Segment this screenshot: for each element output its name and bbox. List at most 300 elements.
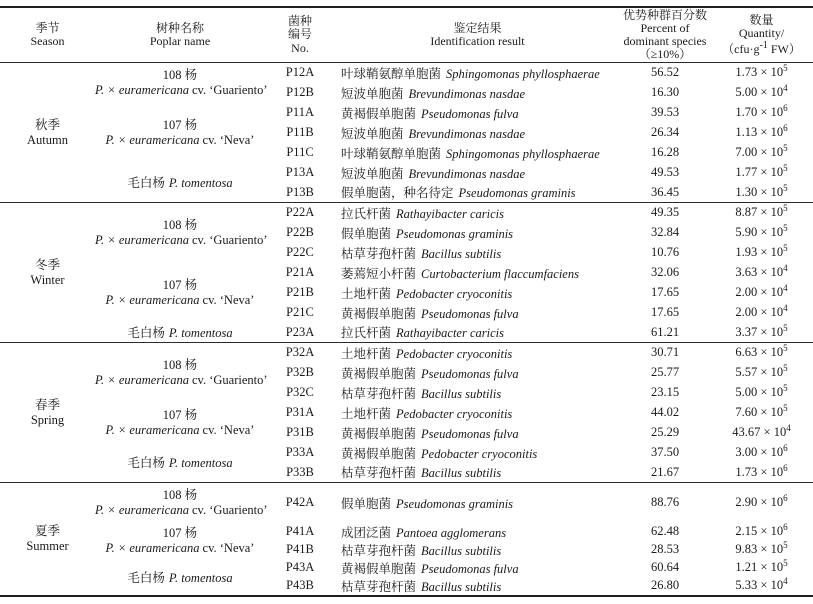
percent-cell: 17.65	[650, 285, 680, 299]
species-latin: Pedobacter cryoconitis	[421, 446, 538, 461]
species-latin: Bacillus subtilis	[421, 543, 502, 558]
col-header-percent	[620, 7, 710, 63]
strain-no-cell: P11C	[286, 145, 314, 159]
poplar-latin: P. × euramericana	[95, 372, 189, 387]
identification-cell	[335, 323, 620, 343]
identification-cell	[335, 541, 620, 559]
percent-cell: 10.76	[650, 245, 680, 259]
quantity-exponent: 4	[783, 82, 788, 93]
poplar-latin: P. tomentosa	[168, 176, 233, 191]
percent-cell: 61.21	[620, 323, 710, 343]
species-zh: 萎蔫短小杆菌	[341, 266, 417, 281]
quantity-cell	[710, 203, 813, 223]
species-latin: Brevundimonas nasdae	[408, 126, 526, 141]
identification-cell	[335, 103, 620, 123]
quantity-cell	[710, 383, 813, 403]
strain-no-cell: P33A	[285, 445, 315, 459]
percent-cell: 36.45	[620, 183, 710, 203]
header-ident-zh: 鉴定结果	[453, 20, 502, 35]
quantity-value: 5.90 × 10	[735, 225, 784, 239]
header-pct-en2: dominant species	[623, 34, 707, 48]
identification-cell	[335, 443, 620, 463]
species-zh: 枯草芽孢杆菌	[341, 386, 417, 401]
quantity-value: 3.37 × 10	[735, 324, 784, 339]
species-latin: Pseudomonas fulva	[421, 426, 519, 441]
species-latin: Pantoea agglomerans	[396, 525, 507, 540]
quantity-cell	[710, 423, 813, 443]
quantity-exponent: 6	[783, 493, 788, 504]
quantity-value: 1.30 × 10	[735, 184, 784, 199]
table-row	[0, 263, 813, 283]
season-cell	[0, 63, 95, 203]
strain-no-cell: P11B	[286, 125, 314, 139]
species-zh: 短波单胞菌	[341, 126, 404, 141]
header-qty-unit-exp: -1	[759, 40, 768, 52]
species-latin: Pseudomonas fulva	[421, 561, 519, 576]
strain-no-cell: P21A	[285, 265, 315, 279]
species-zh: 黄褐假单胞菌	[341, 306, 417, 321]
quantity-exponent: 5	[783, 182, 788, 193]
season-en: Autumn	[27, 132, 68, 147]
strain-no-cell: P31A	[285, 405, 315, 419]
poplar-cultivar: cv. ‘Neva’	[202, 132, 255, 147]
quantity-cell	[710, 343, 813, 363]
table-row	[0, 403, 813, 423]
quantity-value: 2.15 × 10	[735, 524, 784, 538]
quantity-cell	[710, 83, 813, 103]
percent-cell: 56.52	[650, 65, 680, 80]
quantity-exponent: 5	[783, 203, 788, 214]
quantity-exponent: 5	[783, 362, 788, 373]
species-zh: 土地杆菌	[341, 286, 392, 301]
quantity-cell	[710, 123, 813, 143]
header-poplar-en: Poplar name	[149, 34, 211, 48]
quantity-exponent: 6	[783, 442, 788, 453]
quantity-exponent: 5	[783, 539, 788, 550]
identification-cell	[335, 203, 620, 223]
percent-cell: 26.34	[650, 125, 680, 139]
quantity-exponent: 4	[783, 575, 788, 586]
strain-no-cell: P32B	[286, 365, 314, 379]
species-zh: 黄褐假单胞菌	[341, 426, 417, 441]
species-latin: Pseudomonas graminis	[458, 186, 576, 201]
strain-no-cell: P12B	[286, 85, 314, 99]
identification-cell	[335, 163, 620, 183]
quantity-cell	[710, 523, 813, 541]
species-latin: Pseudomonas fulva	[421, 366, 519, 381]
table-row	[0, 343, 813, 363]
strain-no-cell: P12A	[285, 65, 315, 80]
species-zh: 假单胞菌，种名待定	[341, 186, 454, 201]
identification-cell	[335, 423, 620, 443]
season-zh: 夏季	[34, 523, 60, 538]
poplar-cultivar: cv. ‘Guariento’	[191, 502, 268, 517]
paper-table	[0, 6, 813, 597]
col-header-identification	[335, 7, 620, 63]
percent-cell: 49.35	[650, 205, 680, 220]
quantity-value: 7.60 × 10	[735, 405, 784, 419]
percent-cell: 25.29	[650, 425, 680, 439]
quantity-exponent: 5	[783, 222, 788, 233]
species-zh: 拉氏杆菌	[341, 206, 392, 221]
identification-cell	[335, 283, 620, 303]
poplar-line1: 108 杨	[162, 357, 198, 372]
season-en: Spring	[30, 412, 65, 427]
quantity-cell	[710, 303, 813, 323]
table-row	[0, 483, 813, 523]
quantity-value: 8.87 × 10	[735, 205, 784, 220]
season-cell	[0, 203, 95, 343]
strain-no-cell: P43B	[286, 578, 314, 592]
season-en: Summer	[26, 538, 69, 553]
species-zh: 黄褐假单胞菌	[341, 366, 417, 381]
quantity-value: 1.73 × 10	[735, 464, 784, 479]
header-row	[0, 7, 813, 63]
percent-cell: 60.64	[650, 560, 680, 574]
quantity-cell	[710, 103, 813, 123]
quantity-cell	[710, 443, 813, 463]
quantity-value: 6.63 × 10	[735, 345, 784, 360]
poplar-latin: P. × euramericana	[105, 292, 200, 307]
identification-cell	[335, 343, 620, 363]
quantity-cell	[710, 223, 813, 243]
identification-cell	[335, 183, 620, 203]
species-zh: 叶球鞘氨醇单胞菌	[341, 66, 442, 81]
table-row	[0, 443, 813, 463]
species-latin: Bacillus subtilis	[421, 246, 502, 261]
poplar-zh: 毛白杨	[127, 456, 165, 471]
quantity-value: 1.21 × 10	[735, 560, 784, 574]
quantity-value: 1.13 × 10	[735, 125, 784, 139]
strain-no-cell: P43A	[285, 560, 315, 574]
poplar-zh: 毛白杨	[127, 570, 165, 585]
poplar-cell	[95, 63, 268, 103]
identification-cell	[335, 523, 620, 541]
identification-cell	[335, 123, 620, 143]
quantity-cell	[710, 363, 813, 383]
quantity-value: 5.57 × 10	[735, 365, 784, 379]
poplar-cell	[95, 323, 265, 343]
species-latin: Pseudomonas fulva	[421, 106, 519, 121]
quantity-cell	[710, 143, 813, 163]
header-poplar-zh: 树种名称	[155, 20, 204, 35]
strain-no-cell: P42A	[285, 495, 315, 510]
col-header-no	[265, 7, 335, 63]
poplar-line1: 107 杨	[162, 407, 198, 422]
species-latin: Bacillus subtilis	[421, 386, 502, 401]
season-zh: 春季	[34, 397, 60, 412]
quantity-cell	[710, 163, 813, 183]
species-latin: Sphingomonas phyllosphaerae	[446, 146, 600, 161]
poplar-cell	[95, 443, 265, 483]
quantity-exponent: 5	[783, 402, 788, 413]
identification-cell	[335, 463, 620, 483]
header-qty-zh: 数量	[749, 12, 774, 27]
poplar-latin: P. × euramericana	[95, 232, 189, 247]
strain-no-cell: P22B	[286, 225, 314, 239]
species-zh: 枯草芽孢杆菌	[341, 543, 417, 558]
percent-cell: 23.15	[650, 385, 680, 399]
species-zh: 成团泛菌	[341, 525, 392, 540]
species-latin: Pseudomonas fulva	[421, 306, 519, 321]
quantity-value: 3.00 × 10	[735, 445, 784, 459]
table-row	[0, 323, 813, 343]
percent-cell: 44.02	[650, 405, 680, 419]
poplar-zh: 毛白杨	[127, 326, 165, 341]
header-qty-en: Quantity/	[738, 25, 785, 40]
quantity-value: 9.83 × 10	[735, 542, 784, 556]
header-season-zh: 季节	[35, 20, 60, 35]
season-zh: 秋季	[34, 117, 60, 132]
quantity-exponent: 4	[786, 422, 791, 433]
identification-cell	[335, 223, 620, 243]
quantity-cell	[710, 283, 813, 303]
strain-no-cell: P22C	[286, 245, 314, 259]
identification-cell	[335, 143, 620, 163]
season-cell	[0, 483, 95, 596]
species-zh: 短波单胞菌	[341, 166, 404, 181]
species-zh: 土地杆菌	[341, 406, 392, 421]
header-ident-en: Identification result	[430, 34, 525, 48]
quantity-cell	[710, 63, 813, 83]
quantity-value: 2.00 × 10	[735, 285, 784, 299]
poplar-latin: P. × euramericana	[95, 82, 189, 97]
season-cell	[0, 343, 95, 483]
species-latin: Rathayibacter caricis	[396, 206, 504, 221]
percent-cell: 49.53	[650, 165, 680, 179]
quantity-exponent: 4	[783, 282, 788, 293]
quantity-exponent: 4	[783, 302, 788, 313]
header-pct-zh: 优势种群百分数	[622, 7, 707, 22]
species-zh: 枯草芽孢杆菌	[341, 579, 417, 594]
identification-cell	[335, 63, 620, 83]
strain-no-cell: P41A	[285, 524, 315, 538]
header-qty-unit: （$cfu\cdot g^{-1}$ FW）	[722, 40, 801, 57]
percent-cell: 16.30	[650, 85, 680, 99]
species-latin: Brevundimonas nasdae	[408, 166, 526, 181]
poplar-line1: 108 杨	[162, 217, 198, 232]
quantity-exponent: 4	[783, 262, 788, 273]
identification-cell	[335, 483, 620, 523]
quantity-value: 2.90 × 10	[735, 495, 784, 510]
season-zh: 冬季	[34, 257, 60, 272]
species-zh: 叶球鞘氨醇单胞菌	[341, 146, 442, 161]
table-row	[0, 559, 813, 577]
poplar-latin: P. tomentosa	[168, 326, 233, 341]
strain-no-cell: P31B	[286, 425, 314, 439]
percent-cell: 16.28	[650, 145, 680, 159]
species-zh: 拉氏杆菌	[341, 326, 392, 341]
species-zh: 短波单胞菌	[341, 86, 404, 101]
quantity-exponent: 6	[783, 521, 788, 532]
strain-no-cell: P13A	[285, 165, 315, 179]
quantity-cell	[710, 323, 813, 343]
identification-cell	[335, 263, 620, 283]
poplar-latin: P. × euramericana	[95, 502, 189, 517]
quantity-exponent: 5	[783, 242, 788, 253]
quantity-value: 5.00 × 10	[735, 385, 784, 399]
species-latin: Curtobacterium flaccumfaciens	[421, 266, 579, 281]
strain-no-cell: P32A	[285, 345, 315, 360]
species-latin: Brevundimonas nasdae	[408, 86, 526, 101]
poplar-cultivar: cv. ‘Guariento’	[191, 372, 268, 387]
quantity-value: 3.63 × 10	[735, 265, 784, 279]
species-zh: 枯草芽孢杆菌	[341, 466, 417, 481]
quantity-exponent: 5	[783, 322, 788, 333]
quantity-cell	[710, 263, 813, 283]
percent-cell: 37.50	[650, 445, 680, 459]
quantity-value: 5.33 × 10	[735, 578, 784, 592]
quantity-exponent: 5	[783, 382, 788, 393]
quantity-cell	[710, 577, 813, 596]
identification-cell	[335, 577, 620, 596]
identification-cell	[335, 243, 620, 263]
quantity-exponent: 5	[783, 142, 788, 153]
percent-cell: 28.53	[650, 542, 680, 556]
species-latin: Pedobacter cryoconitis	[396, 286, 513, 301]
quantity-exponent: 5	[783, 63, 788, 74]
species-latin: Pedobacter cryoconitis	[396, 346, 513, 361]
percent-cell: 32.84	[650, 225, 680, 239]
quantity-exponent: 5	[783, 162, 788, 173]
quantity-value: 7.00 × 10	[735, 145, 784, 159]
quantity-value: 2.00 × 10	[735, 305, 784, 319]
percent-cell: 17.65	[650, 305, 680, 319]
poplar-cell	[95, 559, 265, 596]
strain-no-cell: P41B	[286, 542, 314, 556]
poplar-cell	[95, 343, 268, 403]
poplar-cell	[95, 403, 265, 443]
species-latin: Pseudomonas graminis	[396, 226, 514, 241]
poplar-line1: 107 杨	[162, 525, 198, 540]
strain-no-cell: P33B	[265, 463, 335, 483]
percent-cell: 26.80	[650, 578, 680, 592]
percent-cell: 30.71	[650, 345, 680, 360]
strain-no-cell: P32C	[286, 385, 314, 399]
table-row	[0, 163, 813, 183]
poplar-cultivar: cv. ‘Neva’	[202, 422, 255, 437]
species-zh: 枯草芽孢杆菌	[341, 246, 417, 261]
species-zh: 黄褐假单胞菌	[341, 446, 417, 461]
header-no-zh1: 菌种	[287, 14, 312, 29]
poplar-latin: P. × euramericana	[105, 540, 200, 555]
identification-cell	[335, 383, 620, 403]
species-latin: Pseudomonas graminis	[396, 496, 514, 511]
quantity-exponent: 5	[783, 343, 788, 354]
poplar-cell	[95, 163, 265, 203]
table-row	[0, 203, 813, 223]
header-no-zh2: 编号	[287, 27, 312, 42]
quantity-exponent: 6	[783, 102, 788, 113]
species-zh: 土地杆菌	[341, 346, 392, 361]
quantity-value: 1.70 × 10	[735, 105, 784, 119]
percent-cell: 62.48	[650, 524, 680, 538]
species-latin: Pedobacter cryoconitis	[396, 406, 513, 421]
strain-no-cell: P22A	[285, 205, 315, 220]
quantity-cell	[710, 183, 813, 203]
poplar-latin: P. × euramericana	[105, 422, 200, 437]
poplar-line1: 108 杨	[162, 487, 198, 502]
identification-cell	[335, 363, 620, 383]
quantity-value: 43.67 × 10	[732, 425, 787, 439]
quantity-exponent: 6	[783, 462, 788, 473]
table-row	[0, 523, 813, 541]
species-latin: Sphingomonas phyllosphaerae	[446, 66, 600, 81]
poplar-cell	[95, 263, 265, 323]
season-en: Winter	[30, 272, 65, 287]
strain-no-cell: P11A	[285, 105, 314, 119]
poplar-latin: P. tomentosa	[168, 570, 233, 585]
identification-cell	[335, 403, 620, 423]
poplar-cell	[95, 103, 265, 163]
percent-cell: 25.77	[650, 365, 680, 379]
poplar-line1: 107 杨	[162, 277, 198, 292]
percent-cell: 21.67	[620, 463, 710, 483]
quantity-value: 1.93 × 10	[735, 245, 784, 259]
poplar-cell	[95, 523, 265, 559]
col-header-poplar	[95, 7, 265, 63]
quantity-cell	[710, 483, 813, 523]
species-zh: 黄褐假单胞菌	[341, 106, 417, 121]
percent-cell: 39.53	[650, 105, 680, 119]
quantity-exponent: 6	[783, 122, 788, 133]
col-header-quantity	[710, 7, 813, 63]
poplar-cultivar: cv. ‘Neva’	[202, 292, 255, 307]
species-latin: Bacillus subtilis	[421, 579, 502, 594]
poplar-cultivar: cv. ‘Guariento’	[191, 232, 268, 247]
poplar-cell	[95, 483, 268, 523]
species-latin: Bacillus subtilis	[421, 466, 502, 481]
poplar-cell	[95, 203, 268, 263]
strain-no-cell: P21B	[286, 285, 314, 299]
strain-no-cell: P21C	[286, 305, 314, 319]
species-zh: 假单胞菌	[341, 496, 392, 511]
header-no-en: No.	[291, 40, 309, 55]
quantity-cell	[710, 463, 813, 483]
poplar-cultivar: cv. ‘Guariento’	[191, 82, 268, 97]
quantity-cell	[710, 541, 813, 559]
quantity-value: 1.73 × 10	[735, 65, 784, 80]
poplar-line1: 108 杨	[162, 67, 198, 82]
quantity-exponent: 5	[783, 557, 788, 568]
species-latin: Rathayibacter caricis	[396, 326, 504, 341]
header-pct-en1: Percent of	[640, 20, 690, 35]
header-pct-en3: （≥10%）	[638, 47, 692, 62]
percent-cell: 88.76	[650, 495, 680, 510]
table-row	[0, 63, 813, 83]
quantity-value: 5.00 × 10	[735, 85, 784, 99]
percent-cell: 32.06	[650, 265, 680, 279]
poplar-cultivar: cv. ‘Neva’	[202, 540, 255, 555]
species-zh: 黄褐假单胞菌	[341, 561, 417, 576]
col-header-season	[0, 7, 95, 63]
identification-cell	[335, 559, 620, 577]
identification-cell	[335, 83, 620, 103]
poplar-zh: 毛白杨	[127, 176, 165, 191]
header-season-en: Season	[30, 34, 65, 48]
poplar-latin: P. × euramericana	[105, 132, 200, 147]
quantity-cell	[710, 403, 813, 423]
quantity-cell	[710, 243, 813, 263]
quantity-cell	[710, 559, 813, 577]
strain-no-cell: P13B	[265, 183, 335, 203]
identification-cell	[335, 303, 620, 323]
poplar-line1: 107 杨	[162, 117, 198, 132]
table-row	[0, 103, 813, 123]
species-zh: 假单胞菌	[341, 226, 392, 241]
strain-no-cell: P23A	[265, 323, 335, 343]
poplar-latin: P. tomentosa	[168, 456, 233, 471]
